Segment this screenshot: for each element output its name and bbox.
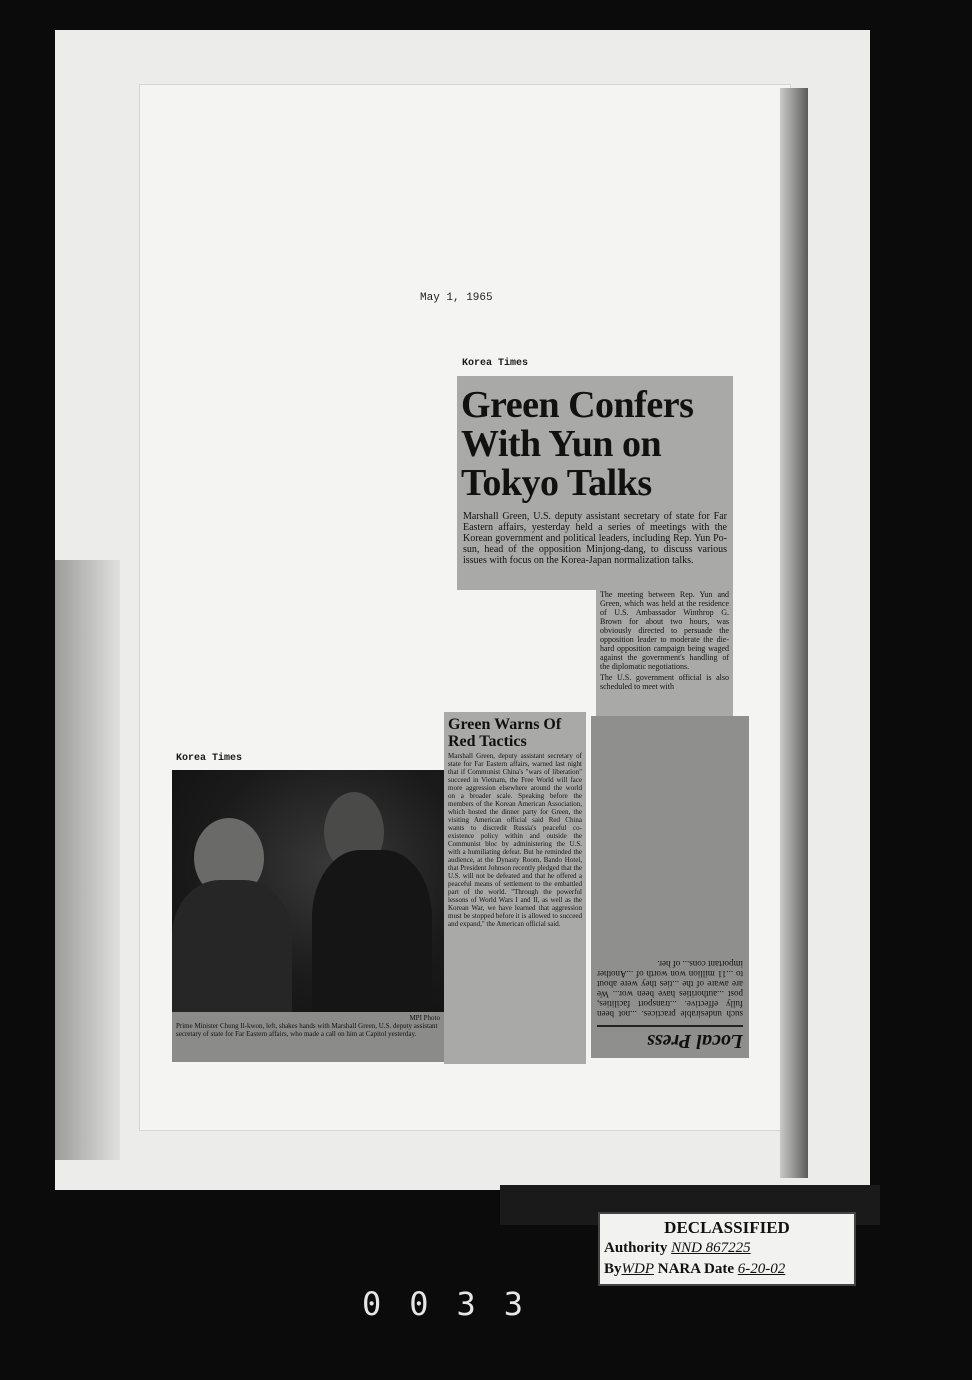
- photo-figure-right-body: [312, 850, 432, 1020]
- stamp-by-value: WDP: [621, 1261, 655, 1277]
- document-date: May 1, 1965: [420, 292, 493, 304]
- news-photo: [172, 770, 444, 1012]
- stamp-title: DECLASSIFIED: [664, 1218, 790, 1237]
- article1-continuation: [596, 588, 733, 716]
- photo-credit: MPI Photo: [409, 1014, 440, 1022]
- photo-caption-text: Prime Minister Chung Il-kwon, left, shakes hands with Marshall Green, U.S. deputy assistant secretary of state for Far Eastern affairs, who made a call on him at Capitol yesterday.: [176, 1022, 438, 1038]
- article1-para2: The meeting between Rep. Yun and Green, which was held at the residence of U.S. Ambassador Winthrop G. Brown for about two hours, was obviously directed to persuade the opposition leader to moderate the die-hard opposition campaign being waged against the government's handling of the diplomatic negotiations.: [600, 590, 729, 671]
- stamp-by-label: By: [604, 1261, 622, 1277]
- article1-lead: Marshall Green, U.S. deputy assistant secretary of state for Far Eastern affairs, yesterday held a series of meetings with the Korean government and political leaders, including Rep. Yun Po-sun, head of the opposition Minjong-dang, to discuss various issues with focus on the Korea-Japan normalization talks.: [463, 511, 727, 566]
- source-label-left: Korea Times: [176, 753, 243, 764]
- article-green-confers: [457, 376, 733, 590]
- article1-para3: The U.S. government official is also scheduled to meet with: [600, 673, 729, 691]
- stamp-authority-row: [600, 1238, 854, 1259]
- article2-headline: Green Warns Of Red Tactics: [448, 716, 562, 750]
- declassified-stamp: [598, 1212, 856, 1286]
- article-local-press: [591, 716, 749, 1058]
- paper-shadow-right: [780, 88, 808, 1178]
- stamp-authority-label: Authority: [604, 1240, 668, 1256]
- article-green-warns: [444, 712, 586, 1064]
- stamp-date-value: 6-20-02: [737, 1261, 786, 1277]
- stamp-authority-value: NND 867225: [671, 1240, 751, 1256]
- photo-figure-left-body: [172, 880, 292, 1020]
- page-number: 0033: [362, 1285, 552, 1323]
- photo-caption: [172, 1012, 444, 1062]
- article2-body: Marshall Green, deputy assistant secretary of state for Far Eastern affairs, warned last night that if Communist China's "wars of liberation" succeed in Vietnam, the Free World will face more aggression elsewhere around the world on a broader scale. Speaking before the members of the Korean American Association, which hosted the dinner party for Green, the visiting American official said Red China wants to discredit Russia's peaceful co-existence policy within and outside the Communist bloc by administering the U.S. with a humiliating defeat. But he reminded the audience, at the Dynasty Room, Bando Hotel, that President Johnson recently pledged that the U.S. will not be defeated and that he offered a peaceful means of settlement to the embattled part of the world. "Through the powerful lessons of World Wars I and II, as well as the Korean War, we have learned that aggression must be stopped before it is allowed to succeed and expand," the American official said.: [448, 752, 582, 928]
- paper-shadow-left: [55, 560, 120, 1160]
- article1-headline: Green Confers With Yun on Tokyo Talks: [461, 384, 694, 504]
- stamp-by-row: [600, 1259, 854, 1280]
- local-press-masthead: Local Press: [597, 1025, 743, 1052]
- stamp-nara-label: NARA Date: [657, 1261, 735, 1277]
- source-label-top: Korea Times: [462, 358, 529, 369]
- local-press-body: such undesirable practices. ...not been fully effective. ...transport facilities, post ...authorities have been wor... We are aware of the ...ties they were about to ...11 million won worth of ...Another important cons... of her.: [597, 959, 743, 1019]
